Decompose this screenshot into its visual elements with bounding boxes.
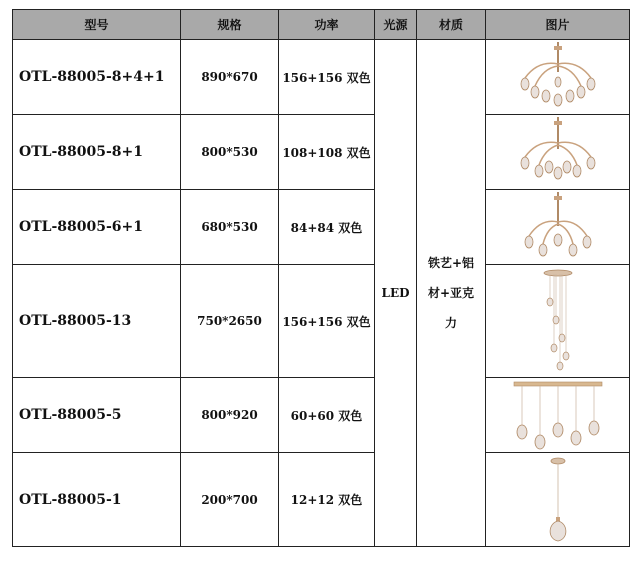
model-cell: OTL-88005-13	[13, 265, 181, 378]
material-line: 力	[444, 316, 457, 330]
power-cell: 60+60 双色	[279, 378, 375, 453]
spec-cell: 890*670	[181, 40, 279, 115]
image-cell	[486, 265, 630, 378]
image-cell	[486, 115, 630, 190]
material-line: 铁艺+铝	[427, 256, 475, 270]
image-cell	[486, 378, 630, 453]
table-row	[13, 190, 630, 265]
product-spec-table	[12, 9, 630, 547]
power-cell: 156+156 双色	[279, 265, 375, 378]
table-row	[13, 453, 630, 547]
material-cell	[417, 40, 486, 547]
spec-cell: 200*700	[181, 453, 279, 547]
model-cell: OTL-88005-8+1	[13, 115, 181, 190]
model-cell: OTL-88005-1	[13, 453, 181, 547]
spec-cell: 750*2650	[181, 265, 279, 378]
header-material: 材质	[417, 10, 486, 40]
model-cell: OTL-88005-6+1	[13, 190, 181, 265]
power-cell: 12+12 双色	[279, 453, 375, 547]
header-spec: 规格	[181, 10, 279, 40]
header-image: 图片	[486, 10, 630, 40]
table-row	[13, 265, 630, 378]
image-cell	[486, 40, 630, 115]
model-cell: OTL-88005-8+4+1	[13, 40, 181, 115]
header-power: 功率	[279, 10, 375, 40]
power-cell: 108+108 双色	[279, 115, 375, 190]
chandelier-7-light-icon	[513, 192, 603, 262]
image-cell	[486, 190, 630, 265]
table-row	[13, 40, 630, 115]
linear-5-pendant-icon	[508, 380, 608, 450]
light-source-cell: LED	[375, 40, 417, 547]
power-cell: 84+84 双色	[279, 190, 375, 265]
header-model: 型号	[13, 10, 181, 40]
spec-cell: 800*530	[181, 115, 279, 190]
header-row	[13, 10, 630, 40]
power-cell: 156+156 双色	[279, 40, 375, 115]
chandelier-9-light-icon	[513, 117, 603, 187]
spec-cell: 800*920	[181, 378, 279, 453]
table-row	[13, 378, 630, 453]
image-cell	[486, 453, 630, 547]
material-line: 材+亚克	[427, 286, 475, 300]
spiral-cascade-pendant-icon	[528, 269, 588, 373]
chandelier-13-light-icon	[513, 42, 603, 112]
model-cell: OTL-88005-5	[13, 378, 181, 453]
header-light-source: 光源	[375, 10, 417, 40]
single-pendant-icon	[538, 457, 578, 543]
table-row	[13, 115, 630, 190]
spec-cell: 680*530	[181, 190, 279, 265]
